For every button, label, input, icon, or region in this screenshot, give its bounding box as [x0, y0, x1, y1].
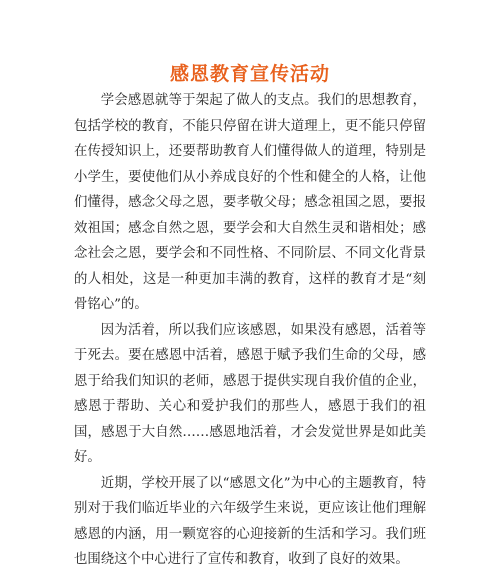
document-body — [74, 88, 426, 573]
paragraph-2: 因为活着，所以我们应该感恩，如果没有感恩，活着等于死去。要在感恩中活着，感恩于赋予我们生命的父母，感恩于给我们知识的老师，感恩于提供实现自我价值的企业，感恩于帮助、关心和爱护我们的那些人，感恩于我们的祖国，感恩于大自然……感恩地活着，才会发觉世界是如此美好。 — [74, 322, 426, 465]
document-title: 感恩教育宣传活动 — [169, 63, 330, 85]
paragraph-3: 近期，学校开展了以“感恩文化”为中心的主题教育，特别对于我们临近毕业的六年级学生来说，更应该让他们理解感恩的内涵，用一颗宽容的心迎接新的生活和学习。我们班也围绕这个中心进行了宣传和教育，收到了良好的效果。 — [74, 475, 426, 567]
paragraph-1: 学会感恩就等于架起了做人的支点。我们的思想教育，包括学校的教育，不能只停留在讲大道理上，更不能只停留在传授知识上，还要帮助教育人们懂得做人的道理，特别是小学生，要使他们从小养成良好的个性和健全的人格，让他们懂得，感念父母之恩，要孝敬父母；感念祖国之恩，要报效祖国；感念自然之恩，要学会和大自然生灵和谐相处；感念社会之恩，要学会和不同性格、不同阶层、不同文化背景的人相处，这是一种更加丰满的教育，这样的教育才是“刻骨铭心”的。 — [74, 93, 426, 312]
